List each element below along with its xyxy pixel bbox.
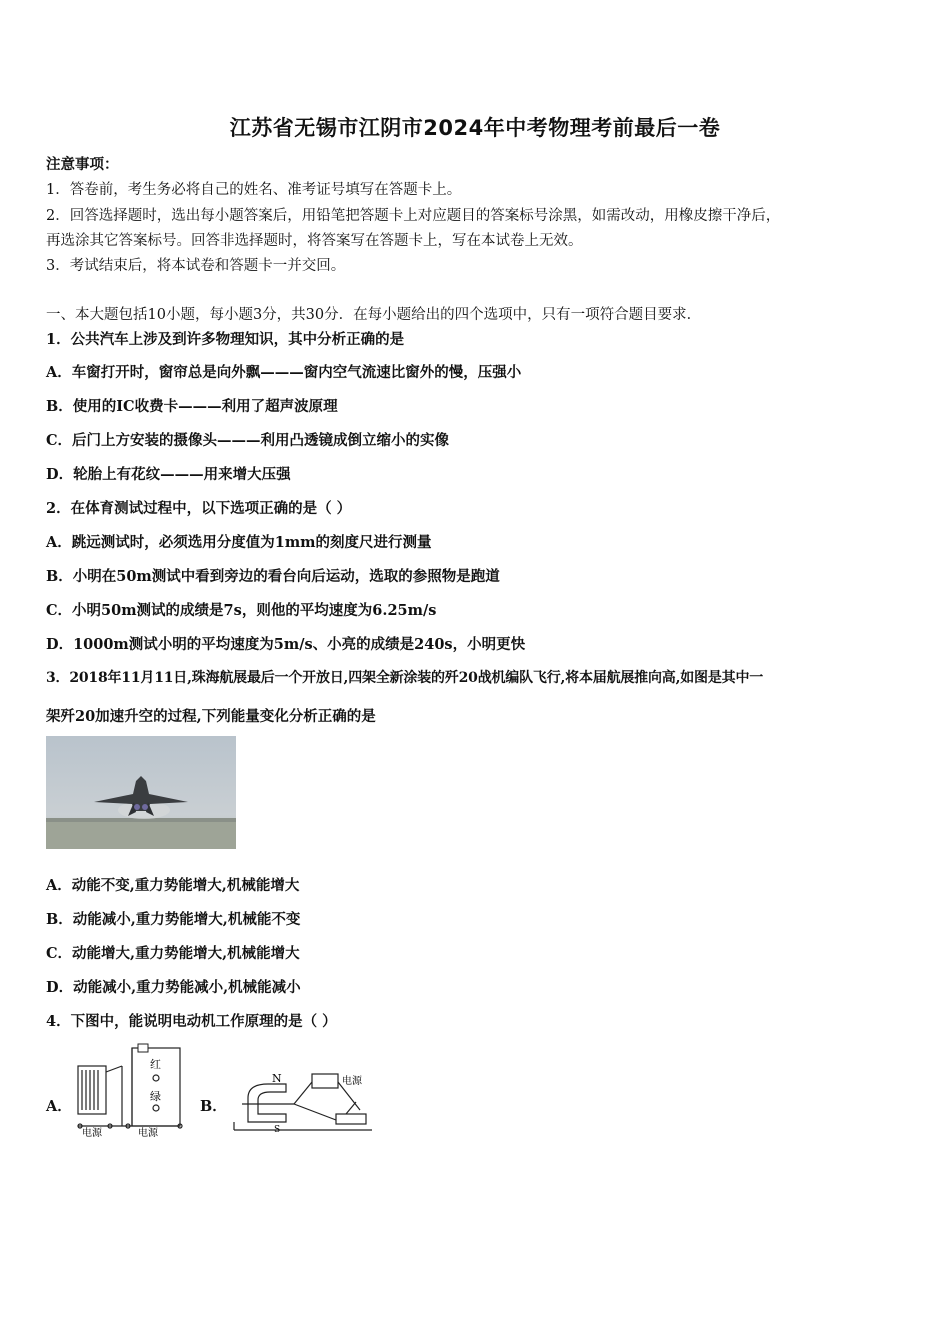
question-2-stem: 2．在体育测试过程中，以下选项正确的是（ ） (46, 500, 352, 517)
question-3-stem: 3．2018年11月11日,珠海航展最后一个开放日,四架全新涂装的歼20战机编队飞行,将本届航展推向高,如图是其中一 (46, 670, 764, 686)
question-1-option-b: B．使用的IC收费卡———利用了超声波原理 (46, 398, 338, 415)
question-2-option-c: C．小明50m测试的成绩是7s，则他的平均速度为6.25m/s (46, 602, 437, 619)
question-4-option-b-label: B． (200, 1098, 227, 1115)
section-heading: 一、本大题包括10小题，每小题3分，共30分．在每小题给出的四个选项中，只有一项符合题目要求． (46, 307, 702, 323)
notice-item: 再选涂其它答案标号。回答非选择题时，将答案写在答题卡上，写在本试卷上无效。 (46, 233, 583, 249)
motor-principle-diagram (228, 1070, 378, 1140)
question-2-option-a: A．跳远测试时，必须选用分度值为1mm的刻度尺进行测量 (46, 534, 432, 551)
question-3-option-b: B．动能减小,重力势能增大,机械能不变 (46, 911, 301, 928)
notice-item: 3．考试结束后，将本试卷和答题卡一并交回。 (46, 258, 346, 274)
relay-bottom-lamp-label: 绿 (150, 1090, 161, 1103)
question-4-option-a-label: A． (46, 1098, 72, 1115)
question-3-option-c: C．动能增大,重力势能增大,机械能增大 (46, 945, 300, 962)
motor-source-label: 电源 (342, 1076, 362, 1087)
magnet-north-label: N (272, 1072, 282, 1085)
question-1-option-d: D．轮胎上有花纹———用来增大压强 (46, 466, 291, 483)
question-3-stem-cont: 架歼20加速升空的过程,下列能量变化分析正确的是 (46, 708, 376, 725)
relay-source-label-1: 电源 (82, 1128, 102, 1137)
question-2-option-b: B．小明在50m测试中看到旁边的看台向后运动，选取的参照物是跑道 (46, 568, 500, 585)
question-1-option-a: A．车窗打开时，窗帘总是向外飘———窗内空气流速比窗外的慢，压强小 (46, 364, 522, 381)
question-1-option-c: C．后门上方安装的摄像头———利用凸透镜成倒立缩小的实像 (46, 432, 450, 449)
question-1-stem: 1．公共汽车上涉及到许多物理知识，其中分析正确的是 (46, 331, 405, 348)
question-3-option-d: D．动能减小,重力势能减小,机械能减小 (46, 979, 301, 996)
question-2-option-d: D．1000m测试小明的平均速度为5m/s、小亮的成绩是240s，小明更快 (46, 636, 526, 653)
magnet-south-label: S (274, 1125, 281, 1135)
relay-top-lamp-label: 红 (150, 1058, 161, 1071)
notice-item: 1．答卷前，考生务必将自己的姓名、准考证号填写在答题卡上。 (46, 182, 462, 198)
relay-circuit-diagram (72, 1042, 187, 1141)
question-3-option-a: A．动能不变,重力势能增大,机械能增大 (46, 877, 300, 894)
jet-takeoff-photo (46, 736, 236, 849)
notice-item: 2．回答选择题时，选出每小题答案后，用铅笔把答题卡上对应题目的答案标号涂黑，如需改动，用橡皮擦干净后， (46, 208, 781, 224)
relay-source-label-2: 电源 (138, 1128, 158, 1137)
question-4-stem: 4．下图中，能说明电动机工作原理的是（ ） (46, 1013, 337, 1030)
notice-heading: 注意事项： (46, 156, 119, 173)
page-title: 江苏省无锡市江阴市2024年中考物理考前最后一卷 (229, 116, 721, 140)
